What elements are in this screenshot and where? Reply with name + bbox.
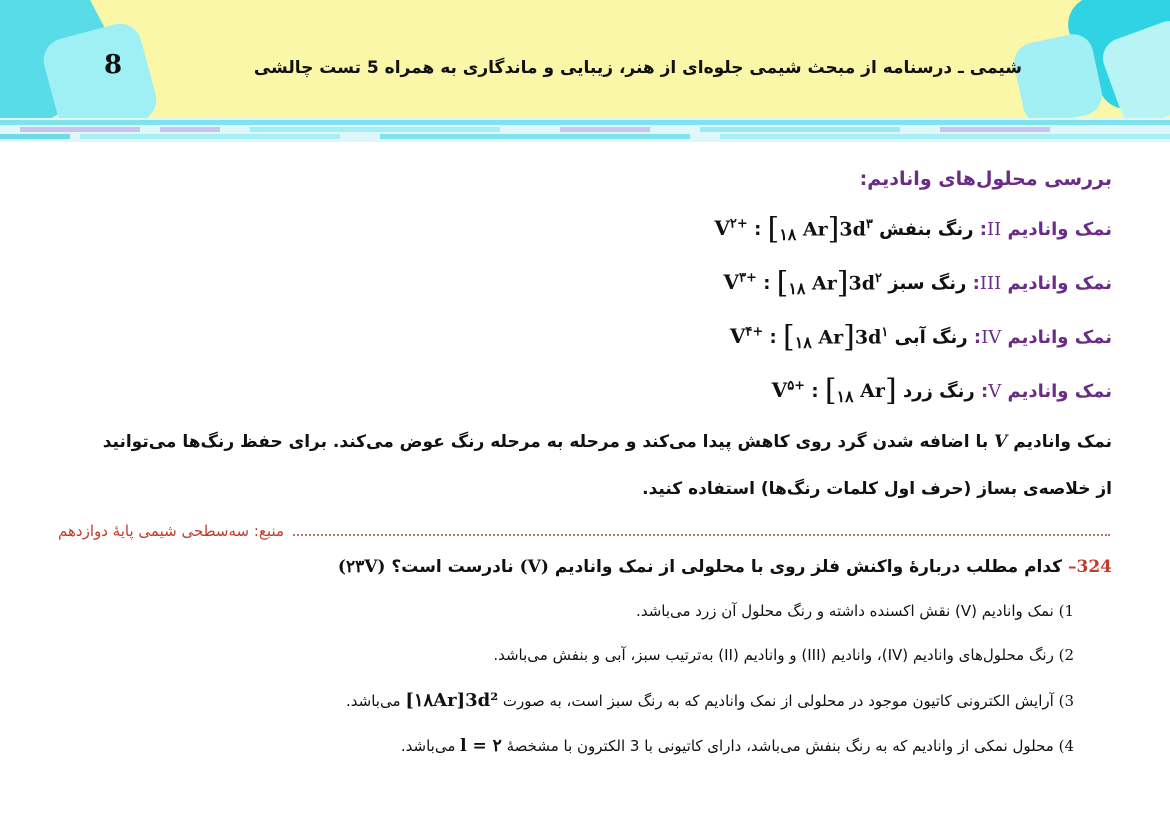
section-title: بررسی محلول‌های وانادیم: xyxy=(859,168,1112,190)
electron-config: [$_{۱۸}$ $Ar]3d^۳$ xyxy=(767,211,873,246)
ion-symbol: $V^{۲+}$ xyxy=(714,216,748,240)
ion-symbol: $V^{۳+}$ xyxy=(723,270,757,294)
electron-config: [۱۸Ar]3d² xyxy=(405,690,499,711)
ion-symbol: $V^{۵+}$ xyxy=(771,378,806,402)
paragraph-line-2: از خلاصه‌ی بساز (حرف اول کلمات رنگ‌ها) استفاده کنید. xyxy=(642,479,1112,499)
paragraph-line-1: نمک وانادیم V با اضافه شدن گرد روی کاهش پیدا می‌کند و مرحله به مرحله رنگ عوض می‌کند. برای حفظ رنگ‌ها می‌توانید xyxy=(102,432,1112,452)
header-title: شیمی ـ درسنامه از مبحث شیمی جلوه‌ای از هنر، زیبایی و ماندگاری به همراه 5 تست چالشی xyxy=(253,58,1022,78)
question-stem: 324– کدام مطلب دربارهٔ واکنش فلز روی با محلولی از نمک وانادیم (V) نادرست است؟ (۲۳V) xyxy=(337,557,1112,577)
quantum-number: l = ۲ xyxy=(460,736,502,756)
page-number: 8 xyxy=(104,50,123,80)
electron-config: [$_{۱۸}$ Ar] xyxy=(824,373,897,408)
salt-line-v4: نمک وانادیم IV: رنگ آبی [$_{۱۸}$ $Ar]3d^۱$ : $V^{۴+}$ xyxy=(729,319,1112,354)
question-tag: (۲۳V) xyxy=(337,557,386,577)
electron-config: [$_{۱۸}$ $Ar]3d^۱$ xyxy=(783,319,889,354)
salt-line-v3: نمک وانادیم III: رنگ سبز [$_{۱۸}$ $Ar]3d^۲$ : $V^{۳+}$ xyxy=(723,265,1112,300)
option-3[interactable]: 3) آرایش الکترونی کاتیون موجود در محلولی از نمک وانادیم که به رنگ سبز است، به صورت [۱۸Ar]3d² می‌باشد. xyxy=(346,690,1074,711)
source-citation: منبع: سه‌سطحی شیمی پایهٔ دوازدهم xyxy=(58,522,292,540)
salt-line-v5: نمک وانادیم V: رنگ زرد [$_{۱۸}$ Ar] : $V^{۵+}$ xyxy=(771,373,1112,408)
option-4[interactable]: 4) محلول نمکی از وانادیم که به رنگ بنفش می‌باشد، دارای کاتیونی با 3 الکترون با مشخصهٔ l = ۲ می‌باشد. xyxy=(400,736,1074,756)
salt-line-v2: نمک وانادیم II: رنگ بنفش [$_{۱۸}$ $Ar]3d^۳$ : $V^{۲+}$ xyxy=(714,211,1112,246)
ion-symbol: $V^{۴+}$ xyxy=(729,324,764,348)
question-number: 324– xyxy=(1068,557,1112,577)
option-1[interactable]: 1) نمک وانادیم (V) نقش اکسنده داشته و رنگ محلول آن زرد می‌باشد. xyxy=(636,602,1074,620)
electron-config: [$_{۱۸}$ $Ar]3d^۲$ xyxy=(776,265,883,300)
option-2[interactable]: 2) رنگ محلول‌های وانادیم (IV)، وانادیم (III) و وانادیم (II) به‌ترتیب سبز، آبی و بنفش می‌باشد. xyxy=(493,646,1074,664)
